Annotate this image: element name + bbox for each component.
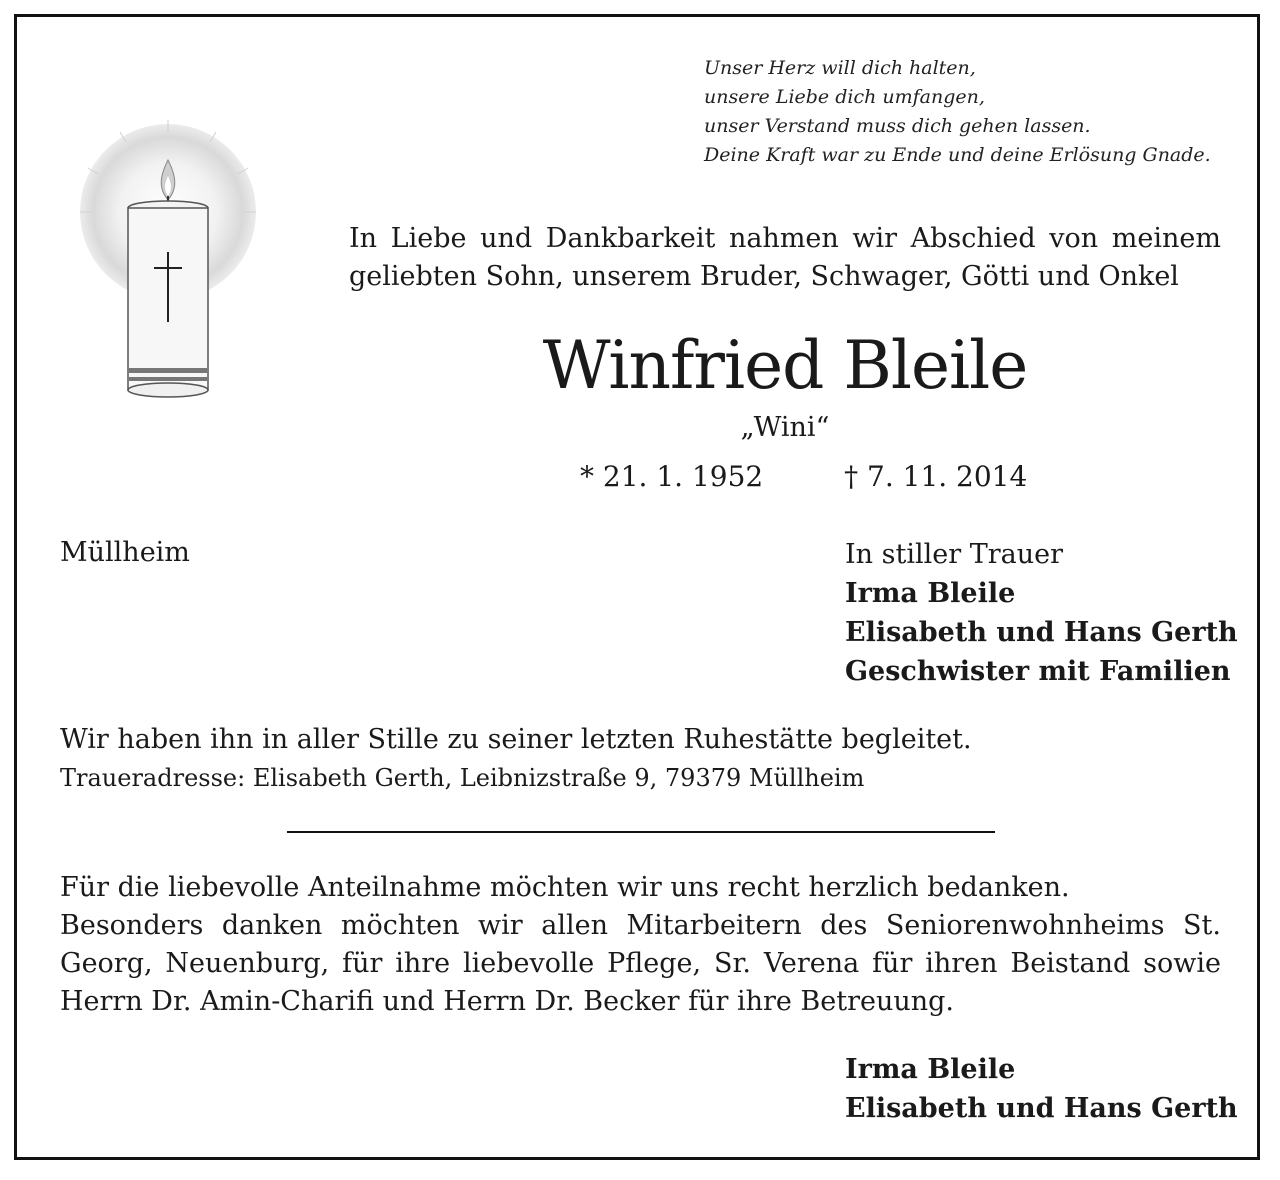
life-dates <box>580 458 1027 496</box>
burial-note: Wir haben ihn in aller Stille zu seiner letzten Ruhestätte begleitet. <box>60 724 972 755</box>
memorial-poem <box>704 54 1244 170</box>
signature-block <box>845 1050 1238 1128</box>
mourners-heading: In stiller Trauer <box>845 539 1064 570</box>
thanks-paragraph: Besonders danken möchten wir allen Mitarbeitern des Seniorenwohnheims St. Georg, Neuenburg, für ihre liebevolle Pflege, Sr. Verena für ihren Beistand sowie Herrn Dr. Amin-Charifi und Herrn Dr. Becker für ihre Betreuung. <box>60 910 1221 1017</box>
mourning-address: Traueradresse: Elisabeth Gerth, Leibnizstraße 9, 79379 Müllheim <box>60 764 865 792</box>
poem-line: unser Verstand muss dich gehen lassen. <box>704 115 1091 137</box>
mourner-name: Elisabeth und Hans Gerth <box>845 617 1238 648</box>
signature-name: Elisabeth und Hans Gerth <box>845 1093 1238 1124</box>
signature-name: Irma Bleile <box>845 1054 1016 1085</box>
thanks-line: Für die liebevolle Anteilnahme möchten wir uns recht herzlich bedanken. <box>60 872 1070 903</box>
divider <box>287 831 995 833</box>
intro-text: In Liebe und Dankbarkeit nahmen wir Abschied von meinem geliebten Sohn, unserem Bruder, Schwager, Götti und Onkel <box>349 223 1221 292</box>
poem-line: Unser Herz will dich halten, <box>704 57 976 79</box>
death-date: † 7. 11. 2014 <box>844 460 1028 493</box>
mourners-block <box>845 535 1238 691</box>
mourner-name: Geschwister mit Familien <box>845 656 1231 687</box>
deceased-name: Winfried Bleile <box>542 327 1028 404</box>
place-of-residence: Müllheim <box>60 537 190 568</box>
poem-line: Deine Kraft war zu Ende und deine Erlösung Gnade. <box>704 144 1211 166</box>
candle-with-cross-icon <box>80 118 260 408</box>
thanks-text <box>60 869 1221 1021</box>
deceased-nickname: „Wini“ <box>740 412 830 443</box>
mourner-name: Irma Bleile <box>845 578 1016 609</box>
birth-date: * 21. 1. 1952 <box>580 460 764 493</box>
poem-line: unsere Liebe dich umfangen, <box>704 86 985 108</box>
